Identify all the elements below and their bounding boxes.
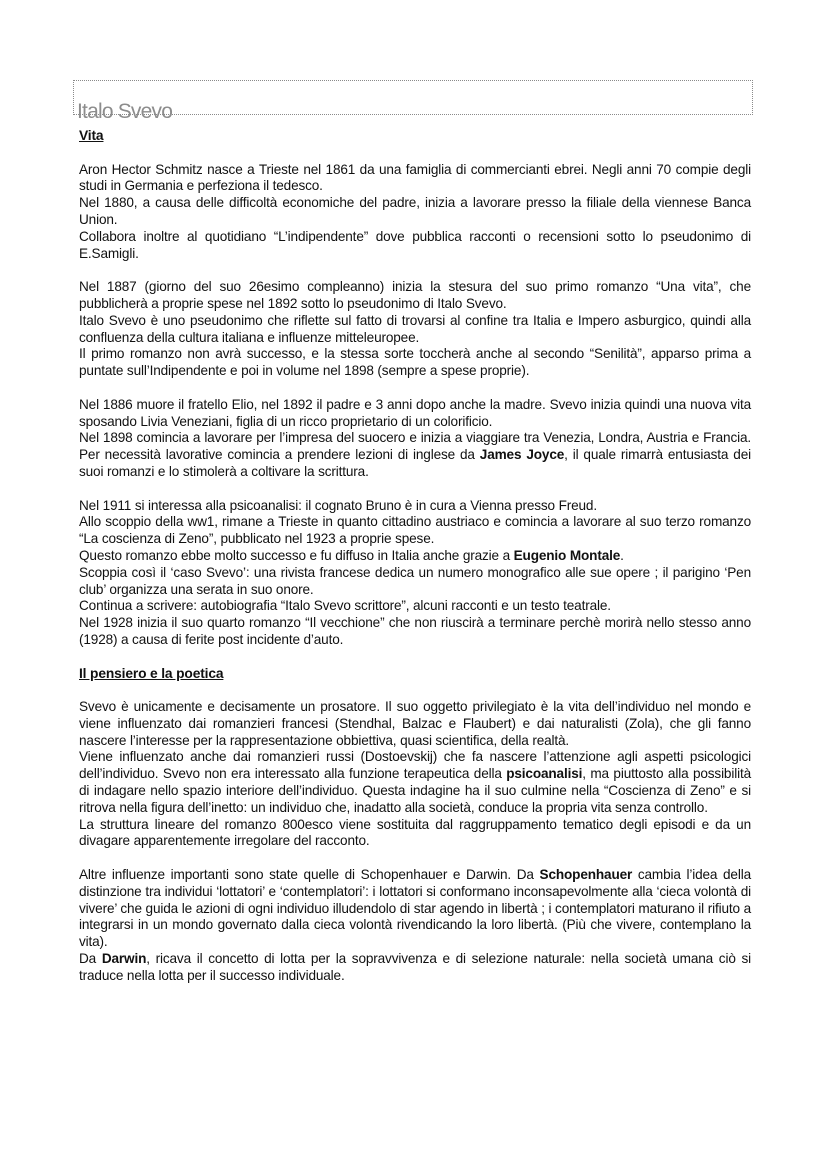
paragraph bbox=[79, 565, 751, 599]
paragraph bbox=[79, 162, 751, 196]
text-run: Aron Hector Schmitz nasce a Trieste nel 1861 da una famiglia di commercianti ebrei. Negli anni 70 compie degli studi in Germania e perfeziona il tedesco. bbox=[79, 161, 751, 194]
text-run: . bbox=[620, 547, 624, 563]
bold-text: Darwin bbox=[101, 951, 147, 967]
text-run: Collabora inoltre al quotidiano “L’indipendente” dove pubblica racconti o recensioni sotto lo pseudonimo di E.Samigli. bbox=[79, 228, 751, 261]
text-run: Altre influenze importanti sono state quelle di Schopenhauer e Darwin. Da bbox=[79, 867, 540, 883]
document-body bbox=[79, 128, 751, 1001]
title-box bbox=[73, 80, 753, 124]
paragraph-group bbox=[79, 397, 751, 481]
paragraph bbox=[79, 951, 751, 985]
section-heading: Vita bbox=[79, 128, 104, 143]
text-run: Nel 1911 si interessa alla psicoanalisi: il cognato Bruno è in cura a Vienna presso Freud. bbox=[79, 497, 597, 513]
paragraph bbox=[79, 615, 751, 649]
bold-text: psicoanalisi bbox=[506, 766, 583, 782]
text-run: , ricava il concetto di lotta per la sopravvivenza e di selezione naturale: nella società umana ciò si traduce nella lotta per il successo individuale. bbox=[79, 951, 751, 983]
text-run: Continua a scrivere: autobiografia “Italo Svevo scrittore”, alcuni racconti e un testo teatrale. bbox=[79, 598, 611, 614]
text-run: Nel 1880, a causa delle difficoltà economiche del padre, inizia a lavorare presso la filiale della viennese Banca Union. bbox=[79, 195, 751, 227]
text-run: cambia l’idea della distinzione tra individui ‘lottatori’ e ‘contemplatori’: i lottatori si conformano inconsapevolmente alla ‘cieca volontà di vivere’ che guida le azioni di ogni individuo illudendolo di star agendo in libertà ; i contemplatori maturano il rifiuto a integrarsi in un mondo governato dalla cieca volontà rivendicando la loro libertà. (Più che vivere, contemplano la vita). bbox=[79, 867, 751, 950]
paragraph-group bbox=[79, 279, 751, 380]
paragraph bbox=[79, 548, 751, 565]
paragraph-group bbox=[79, 699, 751, 850]
text-run: Questo romanzo ebbe molto successo e fu diffuso in Italia anche grazie a bbox=[79, 547, 514, 563]
text-run: Nel 1886 muore il fratello Elio, nel 1892 il padre e 3 anni dopo anche la madre. Svevo inizia quindi una nuova vita sposando Livia Veneziani, figlia di un ricco proprietario di un colorificio. bbox=[79, 396, 751, 429]
text-run: Italo Svevo è uno pseudonimo che riflette sul fatto di trovarsi al confine tra Italia e Impero asburgico, quindi alla confluenza della cultura italiana e influenze mitteleuropee. bbox=[79, 312, 751, 345]
paragraph bbox=[79, 867, 751, 951]
text-run: , ma piuttosto alla possibilità di indagare nello spazio interiore dell’individuo. Questa indagine ha il suo culmine nella “Coscienza di Zeno” e si ritrova nella figura dell’inetto: un individuo che, inadatto alla società, conduce la propria vita senza controllo. bbox=[79, 766, 751, 815]
paragraph bbox=[79, 817, 751, 851]
text-run: Il primo romanzo non avrà successo, e la stessa sorte toccherà anche al secondo “Senilità”, apparso prima a puntate sull’Indipendente e poi in volume nel 1898 (sempre a spese proprie). bbox=[79, 346, 751, 379]
text-run: Nel 1887 (giorno del suo 26esimo compleanno) inizia la stesura del suo primo romanzo “Una vita”, che pubblicherà a proprie spese nel 1892 sotto lo pseudonimo di Italo Svevo. bbox=[79, 279, 751, 311]
text-run: , il quale rimarrà entusiasta dei suoi romanzi e lo stimolerà a coltivare la scrittura. bbox=[79, 447, 751, 479]
paragraph-group bbox=[79, 162, 751, 263]
paragraph bbox=[79, 749, 751, 816]
text-run: Scoppia così il ‘caso Svevo’: una rivista francese dedica un numero monografico alle sue opere ; il parigino ‘Pen club’ organizza una serata in suo onore. bbox=[79, 564, 751, 597]
text-run: Viene influenzato anche dai romanzieri russi (Dostoevskij) che fa nascere l’attenzione agli aspetti psicologici dell’individuo. Svevo non era interessato alla funzione terapeutica della bbox=[79, 749, 751, 782]
document-title: Italo Svevo bbox=[77, 100, 173, 124]
text-run: Da bbox=[79, 951, 102, 967]
paragraph bbox=[79, 598, 751, 615]
bold-text: James Joyce bbox=[479, 447, 565, 463]
bold-text: Eugenio Montale bbox=[513, 547, 621, 563]
paragraph bbox=[79, 229, 751, 263]
bold-text: Schopenhauer bbox=[539, 867, 633, 883]
paragraph bbox=[79, 699, 751, 749]
section-heading: Il pensiero e la poetica bbox=[79, 665, 224, 681]
paragraph-group bbox=[79, 498, 751, 649]
paragraph bbox=[79, 279, 751, 313]
paragraph bbox=[79, 195, 751, 229]
paragraph bbox=[79, 346, 751, 380]
text-run: La struttura lineare del romanzo 800esco viene sostituita dal raggruppamento tematico degli episodi e da un divagare apparentemente irregolare del racconto. bbox=[79, 816, 751, 849]
text-run: Nel 1898 comincia a lavorare per l’impresa del suocero e inizia a viaggiare tra Venezia, Londra, Austria e Francia. Per necessità lavorative comincia a prendere lezioni di inglese da bbox=[79, 430, 751, 463]
paragraph-group bbox=[79, 867, 751, 985]
paragraph bbox=[79, 498, 751, 515]
paragraph bbox=[79, 397, 751, 431]
paragraph bbox=[79, 313, 751, 347]
paragraph bbox=[79, 430, 751, 480]
text-run: Allo scoppio della ww1, rimane a Trieste in quanto cittadino austriaco e comincia a lavorare al suo terzo romanzo “La coscienza di Zeno”, pubblicato nel 1923 a proprie spese. bbox=[79, 514, 751, 547]
text-run: Nel 1928 inizia il suo quarto romanzo “Il vecchione” che non riuscirà a terminare perchè morirà nello stesso anno (1928) a causa di ferite post incidente d’auto. bbox=[79, 615, 751, 647]
paragraph bbox=[79, 514, 751, 548]
text-run: Svevo è unicamente e decisamente un prosatore. Il suo oggetto privilegiato è la vita dell’individuo nel mondo e viene influenzato dai romanzieri francesi (Stendhal, Balzac e Flaubert) e dai naturalisti (Zola), che gli fanno nascere l’interesse per la rappresentazione obbiettiva, quasi scientifica, della realtà. bbox=[79, 699, 751, 748]
